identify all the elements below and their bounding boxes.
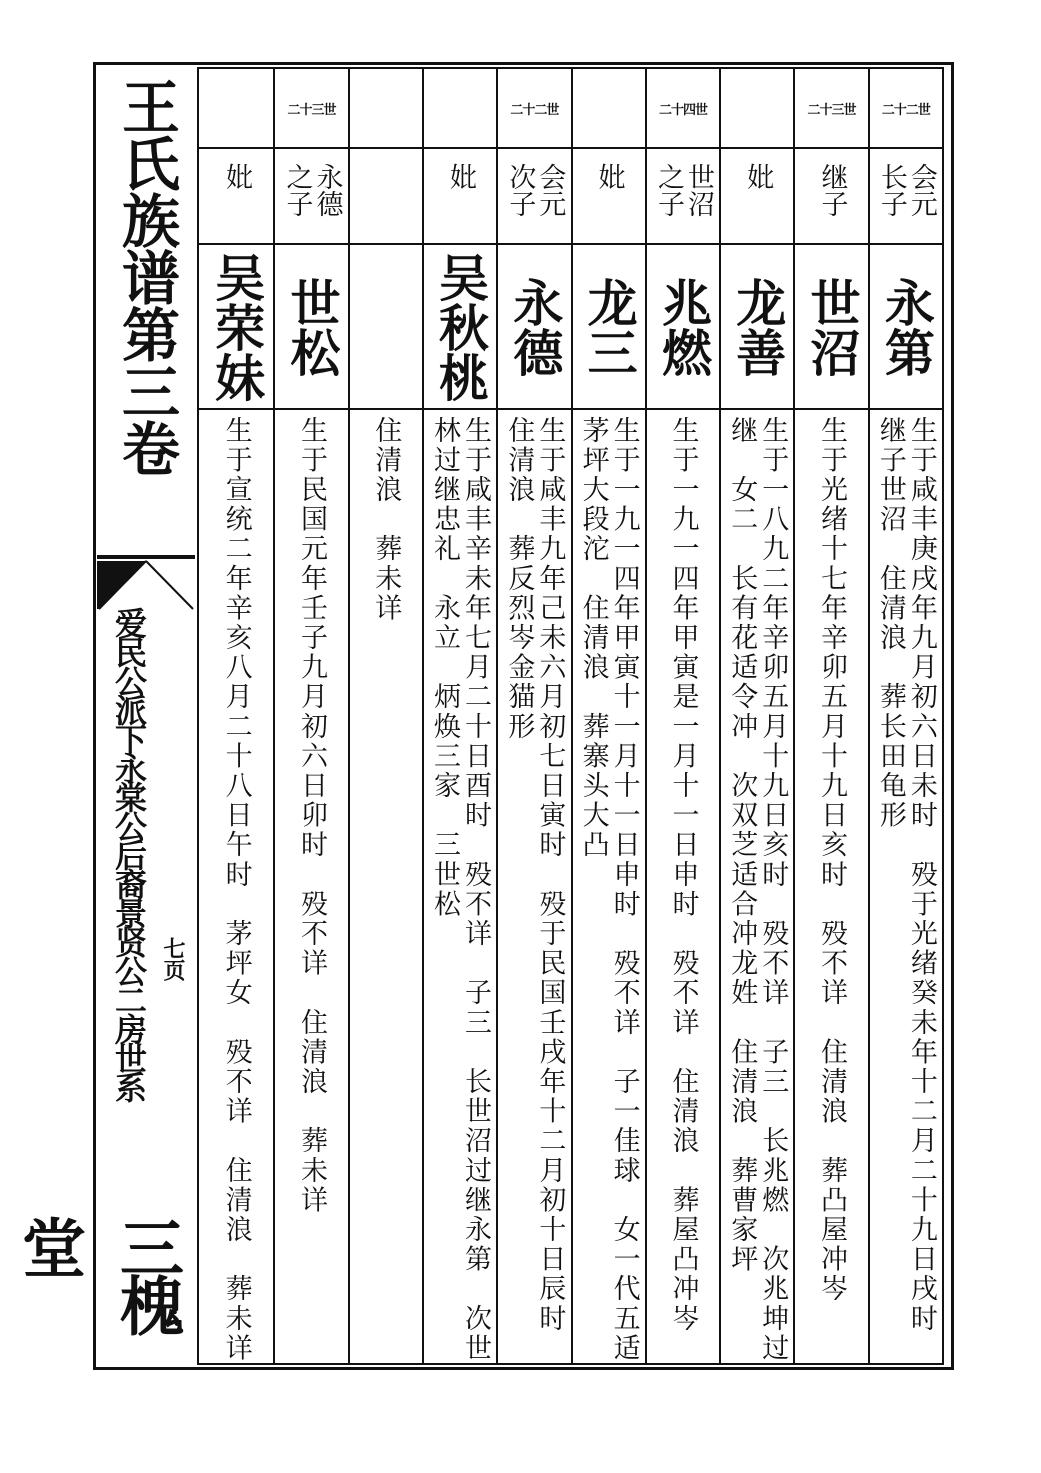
biography-text: 住清浪 葬未详 [370, 416, 402, 624]
person-name-cell [870, 245, 942, 408]
relation-label-cell [573, 149, 645, 243]
person-name: 世沼 [802, 276, 862, 377]
relation-label: 永德 之子 [281, 163, 343, 217]
genealogy-column [571, 69, 645, 1363]
biography-text-cell [199, 410, 273, 1364]
row-divider-relation [199, 243, 942, 245]
generation-label [573, 69, 645, 147]
genealogy-column [496, 69, 570, 1363]
biography-text: 生于宣统二年辛亥八月二十八日午时 茅坪女 殁不详 住清浪 葬未详 [220, 416, 252, 1364]
biography-text-cell [795, 410, 867, 1360]
row-divider-generation [199, 147, 942, 149]
generation-label [350, 69, 422, 147]
relation-label: 会元 次子 [504, 163, 566, 217]
biography-text-cell [647, 410, 719, 1360]
biography-text-cell [275, 410, 347, 1360]
relation-label-cell [647, 149, 719, 243]
generation-label [721, 69, 793, 147]
person-name: 吴荣妹 [207, 251, 267, 402]
generation-label: 二十三世 [807, 102, 856, 118]
relation-label: 妣 [742, 163, 774, 190]
biography-text-cell [424, 410, 496, 1364]
genealogy-column [199, 69, 273, 1363]
biography-text-cell [498, 410, 570, 1360]
generation-label: 二十二世 [510, 102, 559, 118]
biography-text: 生于民国元年壬子九月初六日卯时 殁不详 住清浪 葬未详 [295, 416, 327, 1216]
biography-text: 生于一九一四年甲寅是一月十一日申时 殁不详 住清浪 葬屋凸冲岑 [667, 416, 699, 1334]
relation-label: 妣 [593, 163, 625, 190]
person-name: 永德 [505, 276, 565, 377]
person-name-cell [424, 245, 496, 408]
title-divider-ornament [97, 555, 195, 611]
relation-label-cell [498, 149, 570, 243]
person-name-cell [199, 245, 273, 408]
generation-label: 二十三世 [287, 102, 336, 118]
biography-text: 生于一八九二年辛卯五月十九日亥时 殁不详 子三 长兆燃 次兆坤过 继 女二 长有花适令冲 次双芝适合冲龙姓 住清浪 葬曹家坪 [726, 416, 789, 1364]
biography-text-cell [721, 410, 793, 1364]
person-name-cell [498, 245, 570, 408]
person-name: 龙三 [579, 276, 639, 377]
person-name-cell [275, 245, 347, 408]
person-name-cell [350, 245, 422, 408]
person-name-cell [795, 245, 867, 408]
lineage-subtitle: 爱民公派下永棠公后裔景贤公二房世系 [110, 607, 148, 1100]
biography-text: 生于咸丰庚戌年九月初六日未时 殁于光绪癸未年十二月二十九日戌时 继子世沼 住清浪 葬长田龟形 [874, 416, 937, 1334]
row-divider-name [199, 408, 942, 410]
relation-label: 世沼 之子 [652, 163, 714, 217]
person-name-cell [721, 245, 793, 408]
hall-name: 三槐堂 [11, 1215, 184, 1331]
genealogy-column [273, 69, 347, 1363]
relation-label-cell [199, 149, 273, 243]
generation-label: 二十二世 [881, 102, 930, 118]
biography-text: 生于光绪十七年辛卯五月十九日亥时 殁不详 住清浪 葬凸屋冲岑 [816, 416, 848, 1304]
generation-label [199, 69, 273, 147]
person-name: 吴秋桃 [431, 251, 491, 402]
relation-label-cell [275, 149, 347, 243]
relation-label: 妣 [221, 163, 253, 190]
relation-label-cell [795, 149, 867, 243]
biography-text: 生于咸丰九年己未六月初七日寅时 殁于民国壬戌年十二月初十日辰时 住清浪 葬反烈岑金猫形 [503, 416, 566, 1334]
genealogy-column [868, 69, 942, 1363]
biography-text: 生于咸丰辛未年七月二十日酉时 殁不详 子三 长世沼过继永第 次世 林过继忠礼 永立 炳焕三家 三世松 [429, 416, 492, 1364]
relation-label-cell [350, 149, 422, 243]
biography-text-cell [573, 410, 645, 1364]
genealogy-column [719, 69, 793, 1363]
generation-label: 二十四世 [658, 102, 707, 118]
title-column [11, 67, 195, 1365]
genealogy-column [348, 69, 422, 1363]
relation-label-cell [721, 149, 793, 243]
page-number: 七页 [160, 937, 186, 981]
genealogy-column [793, 69, 867, 1363]
book-title: 王氏族谱第三卷 [112, 77, 180, 476]
person-name: 永第 [876, 276, 936, 377]
relation-label: 继子 [816, 163, 848, 217]
biography-text-cell [870, 410, 942, 1360]
person-name: 龙善 [728, 276, 788, 377]
relation-label-cell [424, 149, 496, 243]
person-name: 世松 [282, 276, 342, 377]
genealogy-column [645, 69, 719, 1363]
genealogy-table [199, 69, 942, 1363]
biography-text-cell [350, 410, 422, 1360]
genealogy-column [422, 69, 496, 1363]
person-name-cell [647, 245, 719, 408]
relation-label-cell [870, 149, 942, 243]
relation-label: 会元 长子 [875, 163, 937, 217]
generation-label [424, 69, 496, 147]
relation-label: 妣 [445, 163, 477, 190]
person-name-cell [573, 245, 645, 408]
biography-text: 生于一九一四年甲寅十一月十一日申时 殁不详 子一佳球 女一代五适 茅坪大段沱 住清浪 葬寨头大凸 [577, 416, 640, 1364]
person-name: 兆燃 [653, 276, 713, 377]
